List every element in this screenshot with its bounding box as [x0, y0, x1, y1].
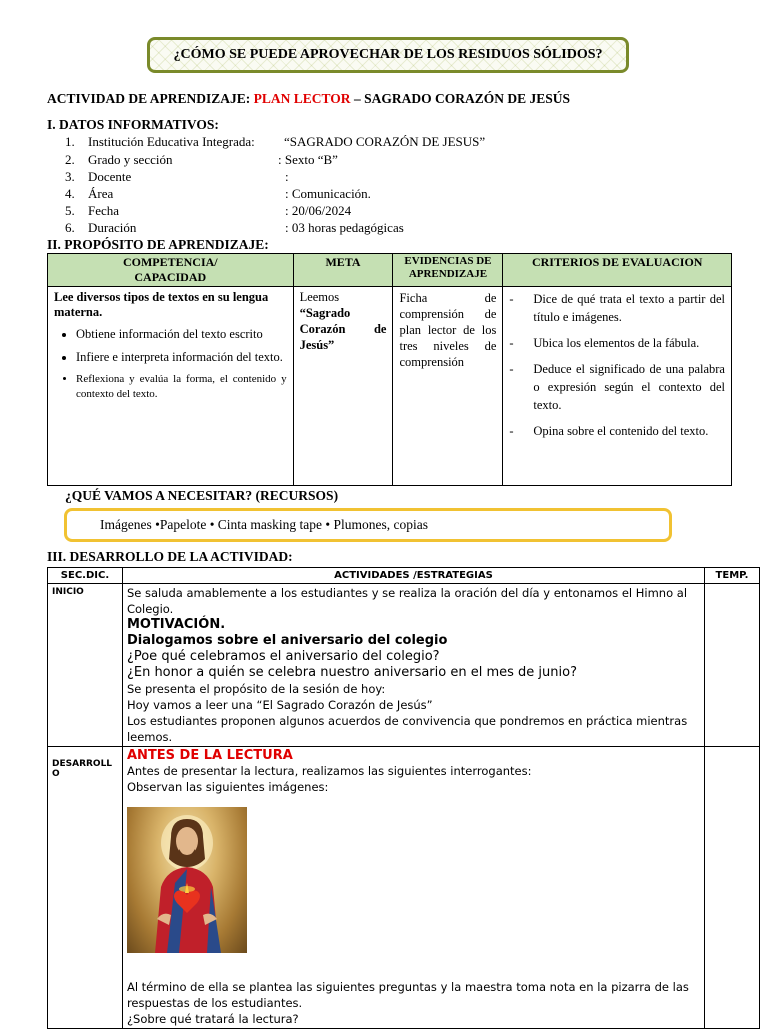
activity-prefix: ACTIVIDAD DE APRENDIZAJE: [47, 91, 254, 106]
sacred-heart-image [127, 807, 247, 953]
evidencias-header: EVIDENCIAS DE APRENDIZAJE [393, 254, 503, 287]
desarrollo-row [48, 747, 760, 1029]
activity-highlight: PLAN LECTOR [253, 91, 351, 106]
competencia-title: Lee diversos tipos de textos en su lengua materna. [54, 290, 269, 319]
desarrollo-temp [705, 747, 760, 1029]
desarrollo-heading: III. DESARROLLO DE LA ACTIVIDAD: [47, 549, 293, 564]
datos-heading: I. DATOS INFORMATIVOS: [47, 117, 219, 132]
evidencia-cell: Ficha de comprensión de plan lector de los tres niveles de comprensión [393, 287, 503, 486]
criterios-header: CRITERIOS DE EVALUACION [503, 254, 732, 287]
activity-suffix: – SAGRADO CORAZÓN DE JESÚS [350, 91, 570, 106]
list-item: - Opina sobre el contenido del texto. [509, 424, 709, 438]
recursos-heading: ¿QUÉ VAMOS A NECESITAR? (RECURSOS) [65, 488, 339, 503]
meta-cell: Leemos “Sagrado Corazón de Jesús” [293, 287, 393, 486]
criterios-list [509, 290, 725, 440]
list-item: - Ubica los elementos de la fábula. [509, 336, 700, 350]
dev-header-row [48, 568, 760, 584]
recursos-text: Imágenes •Papelote • Cinta masking tape • Plumones, copias [100, 517, 428, 532]
competencia-header: COMPETENCIA/ CAPACIDAD [48, 254, 294, 287]
purpose-table [47, 253, 732, 486]
competencia-cell [48, 287, 294, 486]
list-item: - Deduce el significado de una palabra o expresión según el contexto del texto. [509, 362, 725, 412]
purpose-header-row [48, 254, 732, 287]
motivacion-title: MOTIVACIÓN. [126, 617, 226, 632]
inicio-label: INICIO [48, 584, 123, 747]
list-item: • Infiere e interpreta información del texto. [76, 349, 287, 366]
antes-title: ANTES DE LA LECTURA [126, 748, 293, 763]
meta-header: META [293, 254, 393, 287]
sacred-heart-illustration [127, 807, 247, 953]
desarrollo-label: DESARROLLO [48, 747, 123, 1029]
list-item: • Obtiene información del texto escrito [76, 326, 287, 343]
inicio-row [48, 584, 760, 747]
sec-header: SEC.DIC. [48, 568, 123, 584]
activity-line [47, 91, 570, 107]
purpose-body-row [48, 287, 732, 486]
inicio-content: Se saluda amablemente a los estudiantes y se realiza la oración del día y entonamos el Himno al Colegio. MOTIVACIÓN. Dialogamos sobre el aniversario del colegio ¿Poe qué celebramos el aniversario del colegio? ¿En honor a quién se celebra nuestro aniversario en el mes de junio? Se presenta el propósito de la sesión de hoy: Hoy vamos a leer una “El Sagrado Corazón de Jesús” Los estudiantes proponen algunos acuerdos de convivencia que pondremos en práctica mientras leemos. [122, 584, 704, 747]
temp-header: TEMP. [705, 568, 760, 584]
proposito-heading: II. PROPÓSITO DE APRENDIZAJE: [47, 237, 269, 252]
development-table [47, 567, 760, 1029]
list-item: • Reflexiona y evalúa la forma, el contenido y contexto del texto. [76, 372, 287, 402]
document-title: ¿CÓMO SE PUEDE APROVECHAR DE LOS RESIDUOS SÓLIDOS? [147, 37, 629, 73]
recursos-box [64, 508, 672, 542]
inicio-temp [705, 584, 760, 747]
list-item: - Dice de qué trata el texto a partir del título e imágenes. [509, 292, 725, 324]
desarrollo-content: ANTES DE LA LECTURA Antes de presentar la lectura, realizamos las siguientes interrogantes: Observan las siguientes imágenes: Al término de ella se plantea las siguientes preguntas y la maestra toma nota en la pizarra de las respuestas de los estudiantes. ¿Sobre qué tratará la lectura? [122, 747, 704, 1029]
capacidades-list [54, 326, 287, 402]
criterios-cell [503, 287, 732, 486]
actividades-header: ACTIVIDADES /ESTRATEGIAS [122, 568, 704, 584]
